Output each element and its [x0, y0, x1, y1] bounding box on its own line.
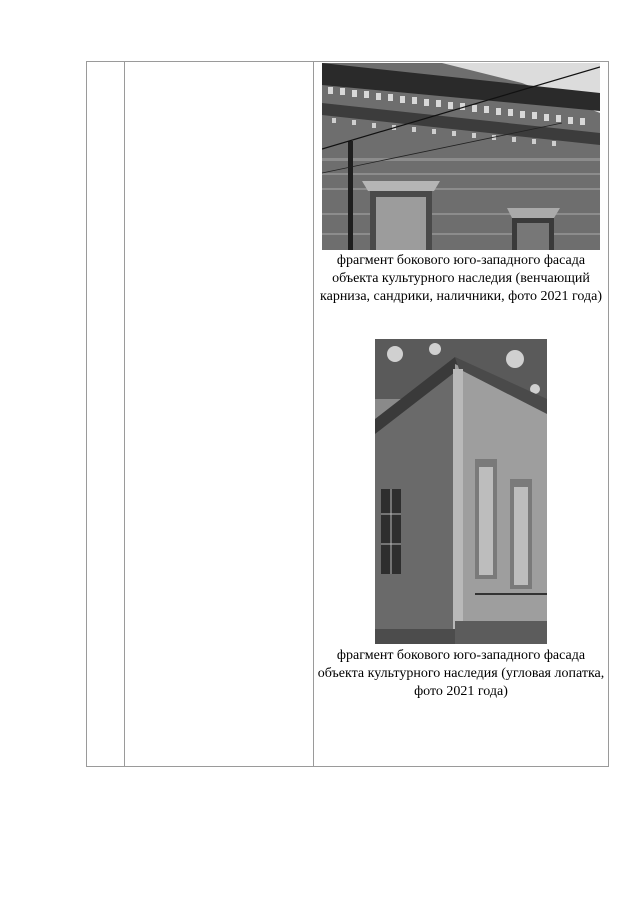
figure-corner-pilaster	[314, 339, 608, 701]
document-table	[86, 61, 609, 767]
figure-facade-cornice	[314, 63, 608, 306]
corner-pilaster-photo	[375, 339, 547, 644]
photo-caption: фрагмент бокового юго-западного фасада объекта культурного наследия (венчающий карниза, сандрики, наличники, фото 2021 года)	[320, 253, 602, 304]
photo-caption: фрагмент бокового юго-западного фасада объекта культурного наследия (угловая лопатка, фото 2021 года)	[317, 648, 605, 699]
column-divider	[124, 62, 125, 766]
facade-cornice-photo	[322, 63, 600, 250]
